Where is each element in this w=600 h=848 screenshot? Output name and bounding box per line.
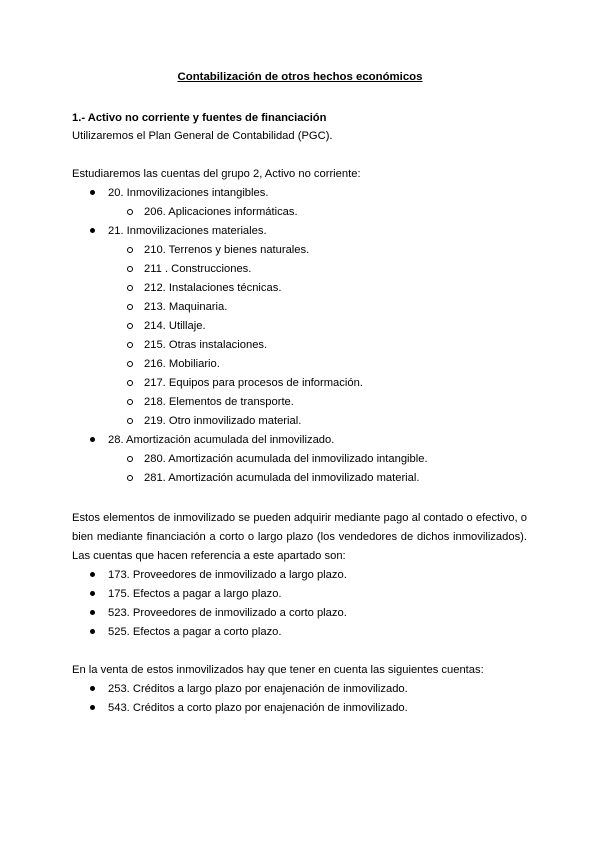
- list-item: 216. Mobiliario.: [144, 358, 220, 370]
- circle-bullet-icon: [127, 285, 133, 291]
- bullet-icon: [90, 437, 95, 442]
- list-item: 280. Amortización acumulada del inmovilizado intangible.: [144, 453, 428, 465]
- circle-bullet-icon: [127, 399, 133, 405]
- list-item: 543. Créditos a corto plazo por enajenación de inmovilizado.: [108, 702, 408, 714]
- paragraph-line: En la venta de estos inmovilizados hay que tener en cuenta las siguientes cuentas:: [72, 664, 484, 676]
- bullet-icon: [90, 190, 95, 195]
- list-item: 20. Inmovilizaciones intangibles.: [108, 187, 269, 199]
- list-item: 214. Utillaje.: [144, 320, 206, 332]
- bullet-icon: [90, 705, 95, 710]
- list-item: 217. Equipos para procesos de información.: [144, 377, 363, 389]
- list-item: 215. Otras instalaciones.: [144, 339, 268, 351]
- circle-bullet-icon: [127, 247, 133, 253]
- paragraph-line: Las cuentas que hacen referencia a este apartado son:: [72, 550, 346, 562]
- list-item: 525. Efectos a pagar a corto plazo.: [108, 626, 282, 638]
- group2-intro: Estudiaremos las cuentas del grupo 2, Activo no corriente:: [72, 168, 361, 180]
- circle-bullet-icon: [127, 361, 133, 367]
- list-item: 219. Otro inmovilizado material.: [144, 415, 302, 427]
- list-item: 218. Elementos de transporte.: [144, 396, 294, 408]
- list-item: 281. Amortización acumulada del inmovilizado material.: [144, 472, 420, 484]
- list-item: 21. Inmovilizaciones materiales.: [108, 225, 267, 237]
- bullet-icon: [90, 228, 95, 233]
- bullet-icon: [90, 686, 95, 691]
- paragraph-line: bien mediante financiación a corto o largo plazo (los vendedores de dichos inmovilizados).: [72, 531, 527, 543]
- circle-bullet-icon: [127, 475, 133, 481]
- list-item: 173. Proveedores de inmovilizado a largo plazo.: [108, 569, 347, 581]
- paragraph-line: Estos elementos de inmovilizado se pueden adquirir mediante pago al contado o efectivo, o: [72, 512, 527, 524]
- bullet-icon: [90, 591, 95, 596]
- circle-bullet-icon: [127, 418, 133, 424]
- bullet-icon: [90, 629, 95, 634]
- list-item: 206. Aplicaciones informáticas.: [144, 206, 298, 218]
- list-item: 523. Proveedores de inmovilizado a corto plazo.: [108, 607, 347, 619]
- intro-line: Utilizaremos el Plan General de Contabilidad (PGC).: [72, 130, 333, 142]
- circle-bullet-icon: [127, 380, 133, 386]
- list-item: 210. Terrenos y bienes naturales.: [144, 244, 310, 256]
- list-item: 253. Créditos a largo plazo por enajenación de inmovilizado.: [108, 683, 408, 695]
- circle-bullet-icon: [127, 456, 133, 462]
- list-item: 28. Amortización acumulada del inmovilizado.: [108, 434, 335, 446]
- bullet-icon: [90, 572, 95, 577]
- page-title: Contabilización de otros hechos económicos: [177, 71, 423, 83]
- list-item: 212. Instalaciones técnicas.: [144, 282, 282, 294]
- list-item: 175. Efectos a pagar a largo plazo.: [108, 588, 282, 600]
- section-heading: 1.- Activo no corriente y fuentes de financiación: [72, 112, 327, 124]
- circle-bullet-icon: [127, 209, 133, 215]
- circle-bullet-icon: [127, 342, 133, 348]
- bullet-icon: [90, 610, 95, 615]
- list-item: 213. Maquinaria.: [144, 301, 228, 313]
- circle-bullet-icon: [127, 323, 133, 329]
- list-item: 211 . Construcciones.: [144, 263, 252, 275]
- circle-bullet-icon: [127, 304, 133, 310]
- circle-bullet-icon: [127, 266, 133, 272]
